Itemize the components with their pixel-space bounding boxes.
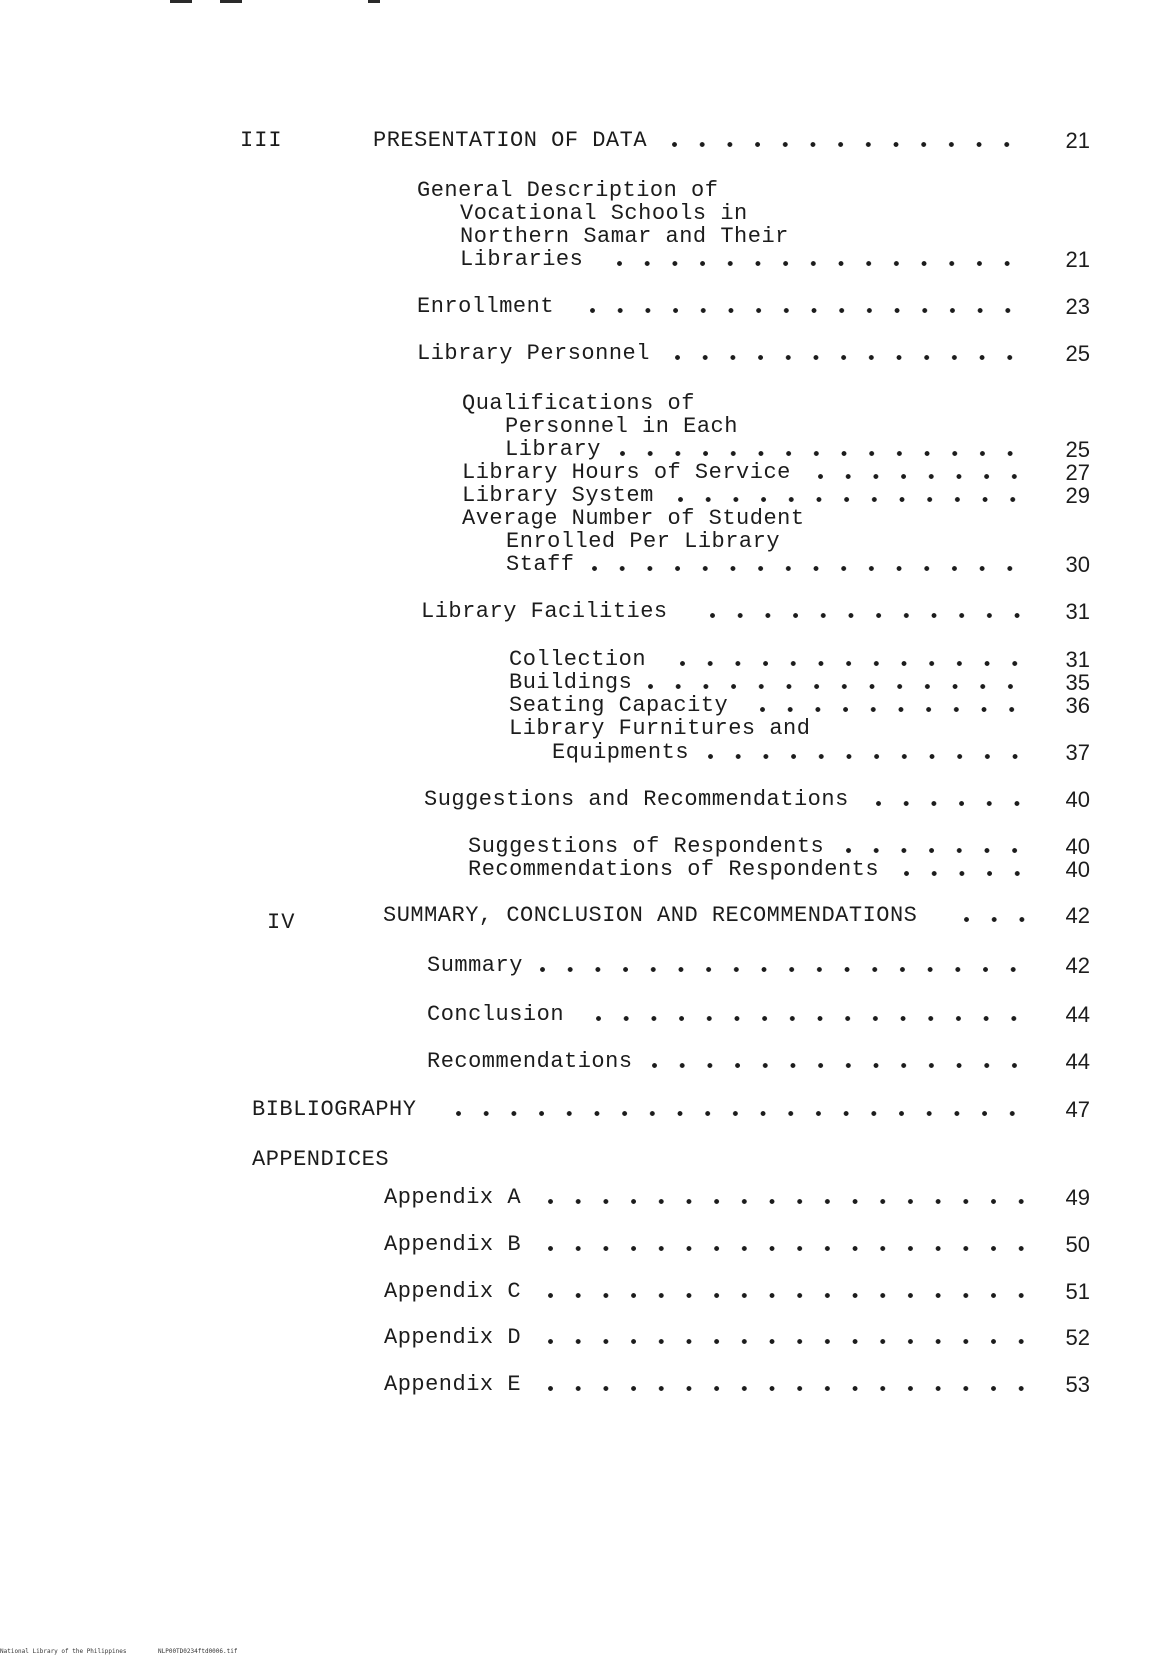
page-number: 37 (1065, 740, 1090, 765)
toc-entry-summary: Summary (427, 953, 523, 978)
leader-dots (456, 1098, 1029, 1121)
leader-dots (680, 648, 1029, 671)
leader-dots (548, 1280, 1029, 1303)
toc-entry-general-description-line1: General Description of (417, 178, 719, 203)
leader-dots (678, 484, 1029, 507)
page-number: 36 (1065, 693, 1090, 718)
scan-mark (368, 0, 380, 3)
leader-dots (846, 835, 1029, 858)
toc-entry-bibliography: BIBLIOGRAPHY (252, 1097, 417, 1122)
toc-entry-furnitures-line1: Library Furnitures and (509, 716, 811, 741)
leader-dots (548, 1186, 1029, 1209)
page-number: 52 (1065, 1325, 1090, 1350)
chapter-4-numeral: IV (267, 910, 296, 935)
toc-entry-seating-capacity: Seating Capacity (509, 693, 729, 718)
page-number: 25 (1065, 437, 1090, 462)
page-number: 50 (1065, 1232, 1090, 1257)
page-number: 49 (1065, 1185, 1090, 1210)
toc-entry-enrollment: Enrollment (417, 294, 555, 319)
toc-entry-appendix-b: Appendix B (384, 1232, 522, 1257)
page-number: 44 (1065, 1049, 1090, 1074)
toc-entry-suggestions-respondents: Suggestions of Respondents (468, 834, 825, 859)
toc-entry-buildings: Buildings (509, 670, 633, 695)
leader-dots (760, 694, 1029, 717)
chapter-3-numeral: III (240, 128, 283, 153)
toc-entry-appendix-a: Appendix A (384, 1185, 522, 1210)
leader-dots (964, 904, 1029, 927)
scan-mark (220, 0, 242, 3)
leader-dots (548, 1233, 1029, 1256)
leader-dots (876, 788, 1029, 811)
toc-entry-library-hours: Library Hours of Service (462, 460, 791, 485)
page-number: 47 (1065, 1097, 1090, 1122)
toc-entry-qualifications-line1: Qualifications of (462, 391, 695, 416)
toc-entry-collection: Collection (509, 647, 647, 672)
toc-entry-average-number-line3: Staff (506, 552, 575, 577)
page-number: 23 (1065, 294, 1090, 319)
toc-entry-suggestions-recommendations: Suggestions and Recommendations (424, 787, 849, 812)
page-number: 40 (1065, 857, 1090, 882)
leader-dots (672, 129, 1029, 152)
page-number: 35 (1065, 670, 1090, 695)
chapter-3-title: PRESENTATION OF DATA (373, 128, 648, 153)
leader-dots (675, 342, 1029, 365)
toc-entry-general-description-line3: Northern Samar and Their (460, 224, 789, 249)
page-number: 51 (1065, 1279, 1090, 1304)
page-number: 42 (1065, 903, 1090, 928)
toc-entry-qualifications-line2: Personnel in Each (505, 414, 738, 439)
page-number: 40 (1065, 787, 1090, 812)
leader-dots (592, 553, 1029, 576)
toc-entry-general-description-line2: Vocational Schools in (460, 201, 748, 226)
toc-entry-recommendations: Recommendations (427, 1049, 633, 1074)
page-number: 30 (1065, 552, 1090, 577)
leader-dots (620, 438, 1029, 461)
leader-dots (548, 1326, 1029, 1349)
footer-library: National Library of the Philippines (0, 1648, 127, 1655)
chapter-4-title: SUMMARY, CONCLUSION AND RECOMMENDATIONS (383, 903, 918, 928)
page-number: 42 (1065, 953, 1090, 978)
page-number: 53 (1065, 1372, 1090, 1397)
toc-entry-library-system: Library System (462, 483, 654, 508)
footer-file: NLP00TD0234ftd0006.tif (158, 1648, 238, 1655)
leader-dots (590, 295, 1029, 318)
toc-entry-general-description-line4: Libraries (460, 247, 584, 272)
toc-entry-qualifications-line3: Library (505, 437, 601, 462)
page-number: 21 (1065, 247, 1090, 272)
leader-dots (548, 1373, 1029, 1396)
toc-entry-appendix-c: Appendix C (384, 1279, 522, 1304)
toc-entry-appendix-e: Appendix E (384, 1372, 522, 1397)
page-number: 21 (1065, 128, 1090, 153)
leader-dots (648, 671, 1029, 694)
leader-dots (617, 248, 1029, 271)
page-number: 31 (1065, 647, 1090, 672)
leader-dots (596, 1003, 1029, 1026)
toc-entry-recommendations-respondents: Recommendations of Respondents (468, 857, 880, 882)
leader-dots (710, 600, 1029, 623)
scan-mark (170, 0, 192, 3)
leader-dots (652, 1050, 1029, 1073)
leader-dots (818, 461, 1029, 484)
page-number: 25 (1065, 341, 1090, 366)
toc-entry-library-personnel: Library Personnel (417, 341, 650, 366)
toc-entry-library-facilities: Library Facilities (421, 599, 668, 624)
leader-dots (708, 741, 1029, 764)
toc-entry-average-number-line1: Average Number of Student (462, 506, 805, 531)
toc-entry-conclusion: Conclusion (427, 1002, 565, 1027)
appendices-heading: APPENDICES (252, 1147, 390, 1172)
page-number: 27 (1065, 460, 1090, 485)
toc-entry-appendix-d: Appendix D (384, 1325, 522, 1350)
leader-dots (904, 858, 1029, 881)
leader-dots (540, 954, 1029, 977)
page-number: 44 (1065, 1002, 1090, 1027)
page-number: 29 (1065, 483, 1090, 508)
toc-entry-furnitures-line2: Equipments (552, 740, 690, 765)
page-number: 40 (1065, 834, 1090, 859)
toc-entry-average-number-line2: Enrolled Per Library (506, 529, 781, 554)
page-number: 31 (1065, 599, 1090, 624)
